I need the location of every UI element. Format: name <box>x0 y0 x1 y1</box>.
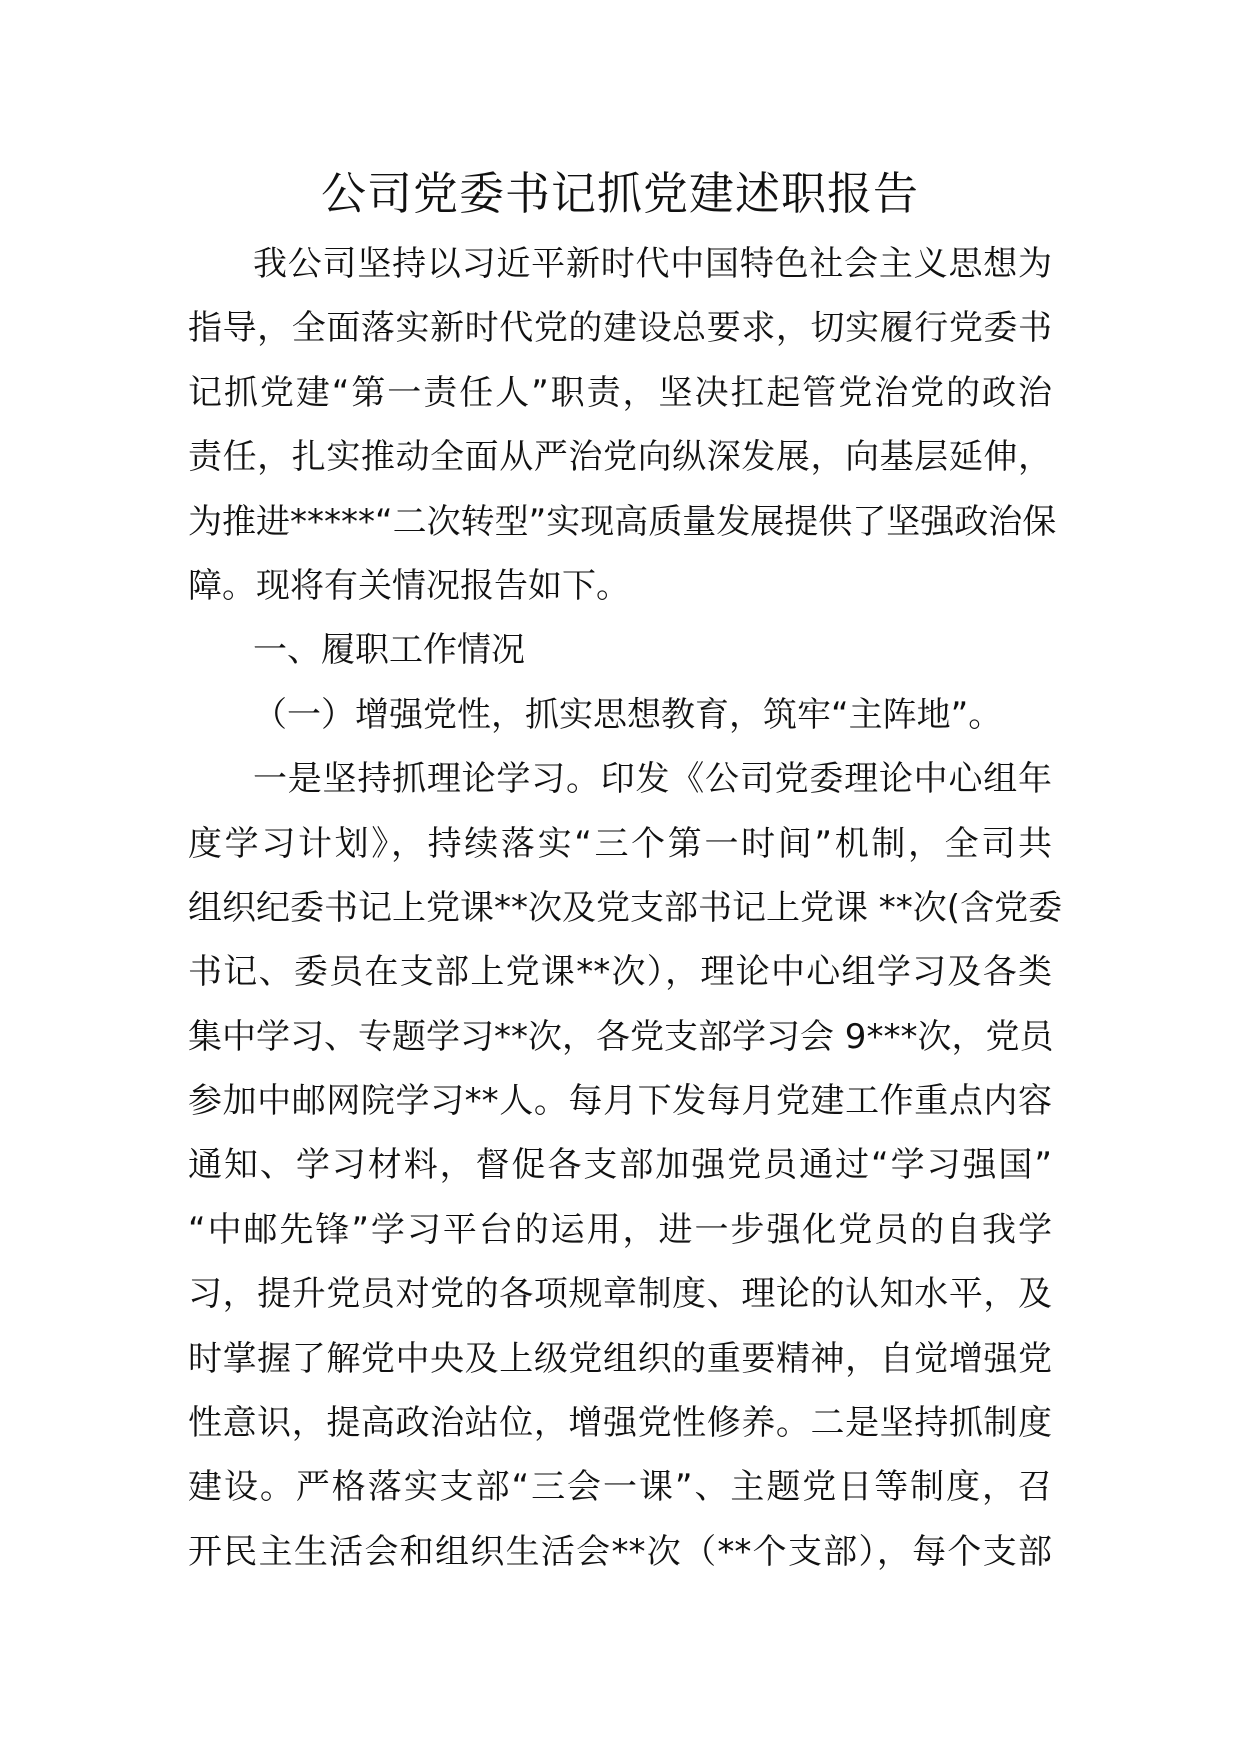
paragraph-line: 记抓党建“第一责任人”职责，坚决扛起管党治党的政治 <box>188 372 1052 413</box>
paragraph-line: 组织纪委书记上党课**次及党支部书记上党课 **次(含党委 <box>188 887 1063 928</box>
paragraph-line: 开民主生活会和组织生活会**次（**个支部），每个支部 <box>188 1531 1052 1572</box>
paragraph-line: 时掌握了解党中央及上级党组织的重要精神，自觉增强党 <box>188 1338 1052 1379</box>
paragraph-line: 建设。严格落实支部“三会一课”、主题党日等制度，召 <box>188 1467 1052 1508</box>
paragraph-line: 通知、学习材料，督促各支部加强党员通过“学习强国” <box>188 1145 1052 1186</box>
paragraph-line: 书记、委员在支部上党课**次），理论中心组学习及各类 <box>188 952 1052 993</box>
paragraph-line: 为推进*****“二次转型”实现高质量发展提供了坚强政治保 <box>188 501 1057 542</box>
paragraph-line: 指导，全面落实新时代党的建设总要求，切实履行党委书 <box>188 308 1052 349</box>
paragraph-line: 度学习计划》，持续落实“三个第一时间”机制，全司共 <box>188 823 1052 864</box>
paragraph-line: 我公司坚持以习近平新时代中国特色社会主义思想为 <box>253 244 1052 284</box>
document-body <box>188 232 1063 1584</box>
paragraph-line: 习，提升党员对党的各项规章制度、理论的认知水平，及 <box>188 1274 1052 1315</box>
section-heading: 一、履职工作情况 <box>253 630 525 671</box>
paragraph-line: 一是坚持抓理论学习。印发《公司党委理论中心组年 <box>253 759 1052 800</box>
paragraph-line: 性意识，提高政治站位，增强党性修养。二是坚持抓制度 <box>188 1403 1052 1444</box>
paragraph-line: 障。现将有关情况报告如下。 <box>188 565 630 606</box>
subsection-heading: （一）增强党性，抓实思想教育，筑牢“主阵地”。 <box>253 694 1003 735</box>
paragraph-line: 参加中邮网院学习**人。每月下发每月党建工作重点内容 <box>188 1081 1052 1122</box>
document-title: 公司党委书记抓党建述职报告 <box>320 167 919 220</box>
paragraph-line: 集中学习、专题学习**次，各党支部学习会 9***次，党员 <box>188 1016 1054 1057</box>
paragraph-line: 责任，扎实推动全面从严治党向纵深发展，向基层延伸， <box>188 437 1052 478</box>
paragraph-line: “中邮先锋”学习平台的运用，进一步强化党员的自我学 <box>188 1209 1052 1250</box>
